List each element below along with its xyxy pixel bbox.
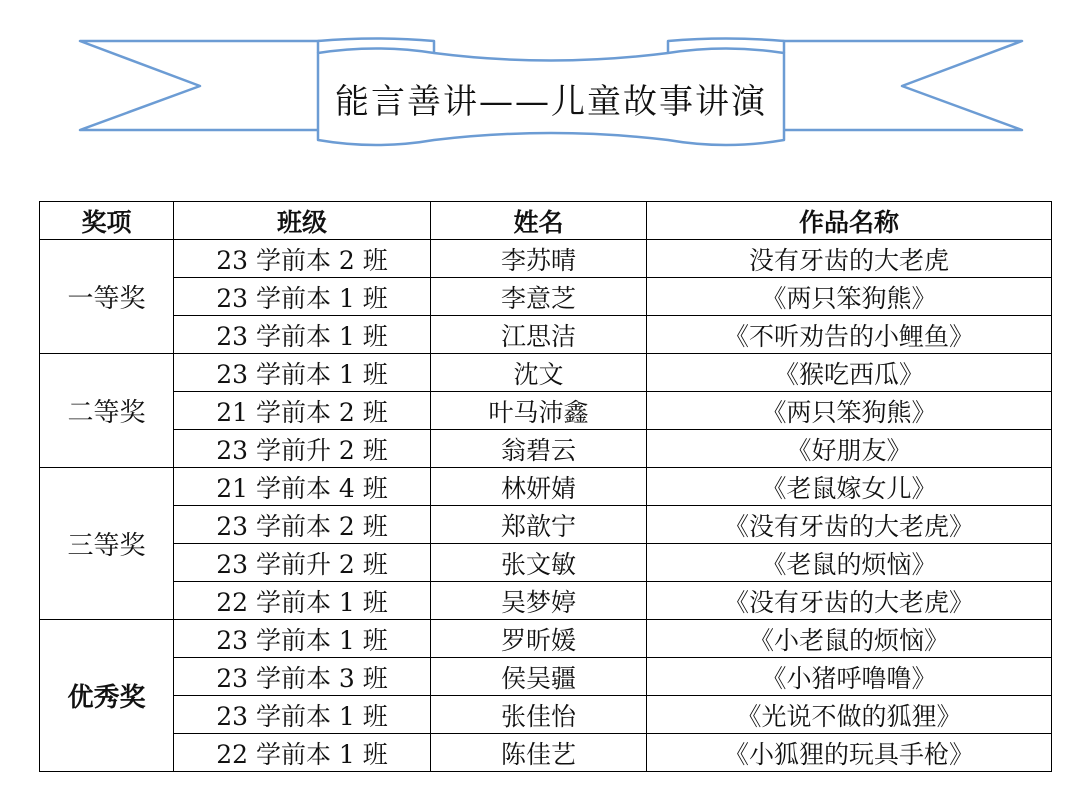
table-row bbox=[40, 392, 1052, 430]
work-cell: 《小狐狸的玩具手枪》 bbox=[647, 734, 1052, 772]
class-cell: 23 学前本 1 班 bbox=[174, 696, 431, 734]
awards-table bbox=[39, 201, 1052, 772]
name-cell: 陈佳艺 bbox=[431, 734, 647, 772]
table-row bbox=[40, 430, 1052, 468]
header-work: 作品名称 bbox=[647, 202, 1052, 240]
name-cell: 侯吴疆 bbox=[431, 658, 647, 696]
table-row bbox=[40, 544, 1052, 582]
work-cell: 《老鼠的烦恼》 bbox=[647, 544, 1052, 582]
banner-title: 能言善讲——儿童故事讲演 bbox=[335, 81, 767, 122]
work-cell: 《光说不做的狐狸》 bbox=[647, 696, 1052, 734]
table-row bbox=[40, 240, 1052, 278]
class-cell: 23 学前本 1 班 bbox=[174, 316, 431, 354]
class-cell: 23 学前升 2 班 bbox=[174, 544, 431, 582]
class-cell: 23 学前本 3 班 bbox=[174, 658, 431, 696]
name-cell: 叶马沛鑫 bbox=[431, 392, 647, 430]
award-level: 优秀奖 bbox=[40, 620, 174, 772]
work-cell: 《老鼠嫁女儿》 bbox=[647, 468, 1052, 506]
award-level: 一等奖 bbox=[40, 240, 174, 354]
table-row bbox=[40, 316, 1052, 354]
work-cell: 《小老鼠的烦恼》 bbox=[647, 620, 1052, 658]
table-row bbox=[40, 696, 1052, 734]
award-level: 三等奖 bbox=[40, 468, 174, 620]
ribbon-right-tail bbox=[782, 41, 1022, 130]
table-row bbox=[40, 734, 1052, 772]
name-cell: 翁碧云 bbox=[431, 430, 647, 468]
class-cell: 21 学前本 4 班 bbox=[174, 468, 431, 506]
name-cell: 吴梦婷 bbox=[431, 582, 647, 620]
class-cell: 23 学前本 2 班 bbox=[174, 240, 431, 278]
ribbon-left-tail bbox=[80, 41, 322, 130]
header-name: 姓名 bbox=[431, 202, 647, 240]
name-cell: 林妍婧 bbox=[431, 468, 647, 506]
work-cell: 《小猪呼噜噜》 bbox=[647, 658, 1052, 696]
name-cell: 张佳怡 bbox=[431, 696, 647, 734]
award-level: 二等奖 bbox=[40, 354, 174, 468]
class-cell: 23 学前本 2 班 bbox=[174, 506, 431, 544]
table-row bbox=[40, 620, 1052, 658]
header-row bbox=[40, 202, 1052, 240]
work-cell: 《不听劝告的小鲤鱼》 bbox=[647, 316, 1052, 354]
class-cell: 23 学前升 2 班 bbox=[174, 430, 431, 468]
class-cell: 23 学前本 1 班 bbox=[174, 620, 431, 658]
table-row bbox=[40, 468, 1052, 506]
header-award: 奖项 bbox=[40, 202, 174, 240]
class-cell: 21 学前本 2 班 bbox=[174, 392, 431, 430]
name-cell: 郑歆宁 bbox=[431, 506, 647, 544]
name-cell: 李意芝 bbox=[431, 278, 647, 316]
work-cell: 《猴吃西瓜》 bbox=[647, 354, 1052, 392]
table-row bbox=[40, 582, 1052, 620]
class-cell: 22 学前本 1 班 bbox=[174, 582, 431, 620]
table-row bbox=[40, 278, 1052, 316]
name-cell: 沈文 bbox=[431, 354, 647, 392]
name-cell: 罗昕媛 bbox=[431, 620, 647, 658]
table-row bbox=[40, 506, 1052, 544]
work-cell: 《两只笨狗熊》 bbox=[647, 392, 1052, 430]
name-cell: 李苏晴 bbox=[431, 240, 647, 278]
name-cell: 江思洁 bbox=[431, 316, 647, 354]
class-cell: 23 学前本 1 班 bbox=[174, 354, 431, 392]
header-class: 班级 bbox=[174, 202, 431, 240]
class-cell: 22 学前本 1 班 bbox=[174, 734, 431, 772]
work-cell: 没有牙齿的大老虎 bbox=[647, 240, 1052, 278]
work-cell: 《好朋友》 bbox=[647, 430, 1052, 468]
class-cell: 23 学前本 1 班 bbox=[174, 278, 431, 316]
table-row bbox=[40, 658, 1052, 696]
table-row bbox=[40, 354, 1052, 392]
work-cell: 《没有牙齿的大老虎》 bbox=[647, 582, 1052, 620]
work-cell: 《没有牙齿的大老虎》 bbox=[647, 506, 1052, 544]
name-cell: 张文敏 bbox=[431, 544, 647, 582]
work-cell: 《两只笨狗熊》 bbox=[647, 278, 1052, 316]
